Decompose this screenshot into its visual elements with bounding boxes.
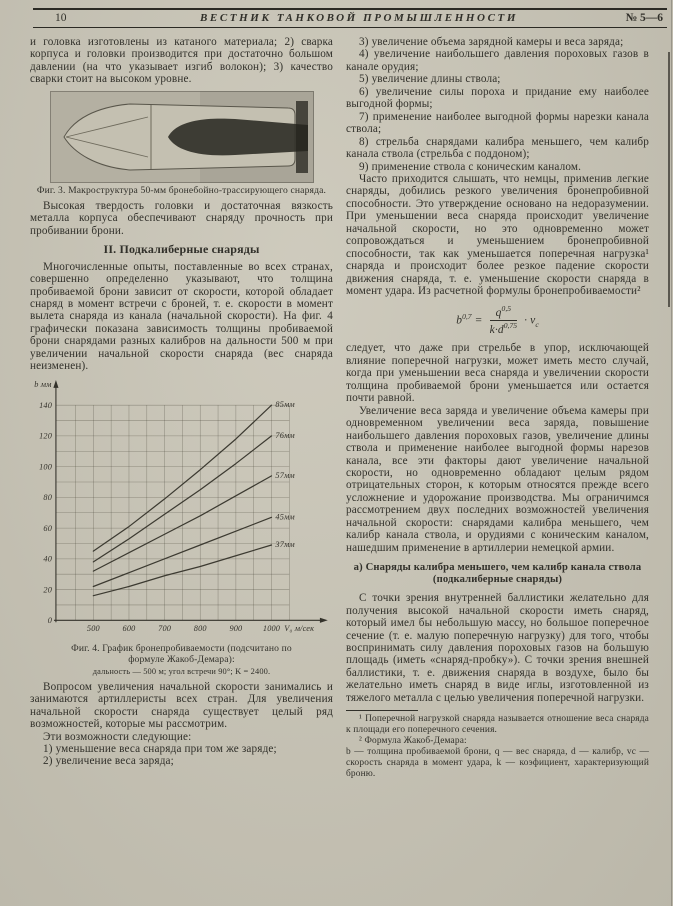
formula-lhs-exponent: 0,7 — [462, 311, 472, 321]
y-axis-label: b мм — [33, 379, 52, 389]
fig4-caption-block — [30, 643, 333, 677]
formula-armor-penetration — [346, 305, 649, 337]
paragraph-ballistics: С точки зрения внутренней баллистики желательно для получения высокой начальной скорости иметь снаряд, который имел бы небольшую массу, но большое поперечное сечение (т. е. малую поперечную нагрузку) для того, чтобы воспринимать силу давления пороховых газов на большую площадь (иметь «снаряд-пробку»). С точки зрения внешней баллистики, т. е. движения снаряда в воздухе, было бы желательно иметь снаряд в виде иглы, изготовленной из тяжелого металла с целью увеличения поперечной нагрузки. — [346, 592, 649, 704]
y-tick-label: 100 — [38, 462, 52, 472]
footnote-rule — [346, 710, 418, 711]
list-item: 8) стрельба снарядами калибра меньшего, чем калибр канала ствола (стрельба с поддоном); — [346, 135, 649, 161]
subsection-heading-line2: (подкалиберные снаряды) — [432, 574, 563, 586]
y-tick-label: 120 — [38, 431, 52, 441]
y-tick-label: 140 — [38, 400, 52, 410]
paragraph-experiments: Многочисленные опыты, поставленные во всех странах, совершенно определенно указывают, что толщина пробиваемой брони зависит от скорости, которой обладает снаряд в момент встречи с броней, т. е. скорости в момент вылета снаряда из канала (начальной скорости). На фиг. 4 графически показана зависимость толщины пробиваемой брони снарядами разных калибров на дальности 500 м при увеличении начальной скорости снаряда (вес снаряда неизменен). — [30, 260, 333, 373]
y-axis-arrow — [53, 380, 58, 388]
formula-num-exponent: 0,5 — [501, 303, 512, 313]
fig4-chart — [32, 378, 332, 640]
x-tick-label: 500 — [86, 623, 100, 633]
footnote-2-legend: b — толщина пробиваемой брони, q — вес снаряда, d — калибр, vc — скорость снаряда в момент удара, k — коэфициент, характеризующий броню. — [346, 746, 649, 779]
journal-title: ВЕСТНИК ТАНКОВОЙ ПРОМЫШЛЕННОСТИ — [200, 12, 518, 24]
list-item: 7) применение наиболее выгодной формы нарезки канала ствола; — [346, 110, 649, 136]
list-item: 1) уменьшение веса снаряда при том же заряде; — [43, 742, 277, 755]
fig4-subcaption: дальность — 500 м; угол встречи 90°; K = 2400. — [92, 666, 271, 676]
formula-fraction — [490, 305, 517, 337]
x-axis-arrow — [319, 617, 327, 622]
formula-lhs: b — [456, 314, 463, 327]
figure-4 — [30, 378, 333, 677]
shell-dark-base — [296, 101, 308, 173]
fig4-caption: Фиг. 4. График бронепробиваемости (подсчитано по формуле Жакоб-Демара): — [71, 642, 292, 665]
paragraph-follows: следует, что даже при стрельбе в упор, исключающей влияние поперечной нагрузки, может иметь место случай, когда при уменьшении веса снаряда и увеличении скорости толщина пробиваемой брони уменьшается или остается почти равной. — [346, 342, 649, 405]
list-item: 5) увеличение длины ствола; — [359, 73, 501, 86]
list-item: 6) увеличение силы пороха и придание ему наиболее выгодной формы; — [346, 85, 649, 111]
x-tick-label: 800 — [193, 623, 207, 633]
paragraph-germans: Часто приходится слышать, что немцы, применив легкие снаряды, добились резкого увеличения бронепробивной способности. Это утверждение основано на недоразумении. При уменьшении веса снаряда происходит увеличение начальной скорости, но это одновременно может сопровождаться и уменьшением бронепробивной способности, так как уменьшается поперечная нагрузка¹ снаряда и происходит более резкое падение скорости движения снаряда, т. е. уменьшение скорости снаряда в момент удара. Из расчетной формулы бронепробиваемости² — [346, 172, 649, 298]
y-tick-label: 20 — [42, 585, 52, 595]
formula-numerator — [490, 305, 517, 321]
fig3-caption: Фиг. 3. Макроструктура 50-мм бронебойно-трассирующего снаряда. — [36, 184, 327, 196]
paragraph-increase: Увеличение веса заряда и увеличение объема камеры при одновременном увеличении веса заряда, повышение наибольшего давления пороховых газов, увеличение длины ствола и применение наиболее выгодной формы нарезов канала, все эти факторы дают увеличение начальной скорости, но одновременно обладают целым рядом отрицательных сторон, к которым относятся прежде всего усложнение и удорожание производства. Мы ограничимся рассмотрением двух последних возможностей увеличения начальной скорости: снарядами калибра меньшего, чем калибр канала ствола, и орудиями с коническим каналом, нашедшим применение в артиллерии немецкой армии. — [346, 404, 649, 554]
x-tick-label: 900 — [228, 623, 242, 633]
paragraph-hardness: Высокая твердость головки и достаточная вязкость металла корпуса обеспечивают снаряду прочность при пробивании брони. — [30, 199, 333, 237]
series-label: 57мм — [274, 470, 295, 480]
page-number: 10 — [55, 12, 67, 24]
paragraph-velocity: Вопросом увеличения начальной скорости занимались и занимаются артиллеристы всех стран. Для увеличения начальной скорости снаряда существует целый ряд возможностей, которые мы рассмотрим. — [30, 680, 333, 731]
left-column — [30, 36, 333, 780]
scan-edge-artifact-faint — [671, 0, 672, 906]
formula-den-base: k·d — [489, 323, 504, 336]
series-label: 37мм — [274, 539, 295, 549]
formula-multiply-dot: · — [524, 314, 528, 327]
two-column-layout — [0, 28, 673, 780]
fig3-photo — [50, 91, 314, 183]
formula-den-exponent: 0,75 — [503, 320, 518, 330]
header-row — [33, 10, 667, 27]
footnote-1: ¹ Поперечной нагрузкой снаряда называется отношение веса снаряда к площади его поперечного сечения. — [346, 714, 649, 736]
list-item: 4) увеличение наибольшего давления пороховых газов в канале орудия; — [346, 48, 649, 73]
series-label: 45мм — [274, 512, 295, 522]
figure-3 — [30, 91, 333, 196]
list-item: 3) увеличение объема зарядной камеры и веса заряда; — [359, 36, 624, 48]
x-tick-label: 700 — [157, 623, 171, 633]
list-item: 9) применение ствола с коническим каналом. — [359, 160, 582, 173]
right-column — [346, 36, 649, 780]
scan-edge-artifact — [668, 52, 670, 307]
y-tick-label: 80 — [42, 492, 52, 502]
formula-equals: = — [474, 314, 483, 327]
subsection-heading — [346, 562, 649, 586]
x-tick-label: 1000 — [262, 623, 280, 633]
x-tick-label: 600 — [122, 623, 135, 633]
series-label: 85мм — [274, 399, 295, 409]
formula-velocity: v — [530, 314, 536, 327]
footnote-2: ² Формула Жакоб-Демара: — [359, 736, 467, 747]
x-axis-label: V₀ м/сек — [283, 623, 314, 633]
y-tick-label: 40 — [42, 554, 52, 564]
issue-number: № 5—6 — [625, 12, 663, 24]
section-heading: II. Подкалиберные снаряды — [103, 242, 260, 257]
list-item: 2) увеличение веса заряда; — [43, 755, 174, 768]
series-label: 76мм — [274, 430, 295, 440]
shell-dark-core — [168, 118, 308, 155]
list-lead: Эти возможности следующие: — [43, 730, 192, 743]
formula-denominator — [490, 321, 517, 336]
y-tick-label: 0 — [47, 615, 52, 625]
y-tick-label: 60 — [42, 523, 52, 533]
formula-num-base: q — [495, 306, 502, 319]
subsection-heading-line1: а) Снаряды калибра меньшего, чем калибр канала ствола — [353, 562, 642, 574]
page-header — [33, 8, 667, 28]
paragraph-weld: и головка изготовлены из катаного материала; 2) сварка корпуса и головки производится при достаточно большом давлении (на что указывает изгиб волокон); 3) качество сварки стоит на высоком уровне. — [30, 36, 333, 86]
formula-velocity-subscript: c — [535, 319, 539, 329]
